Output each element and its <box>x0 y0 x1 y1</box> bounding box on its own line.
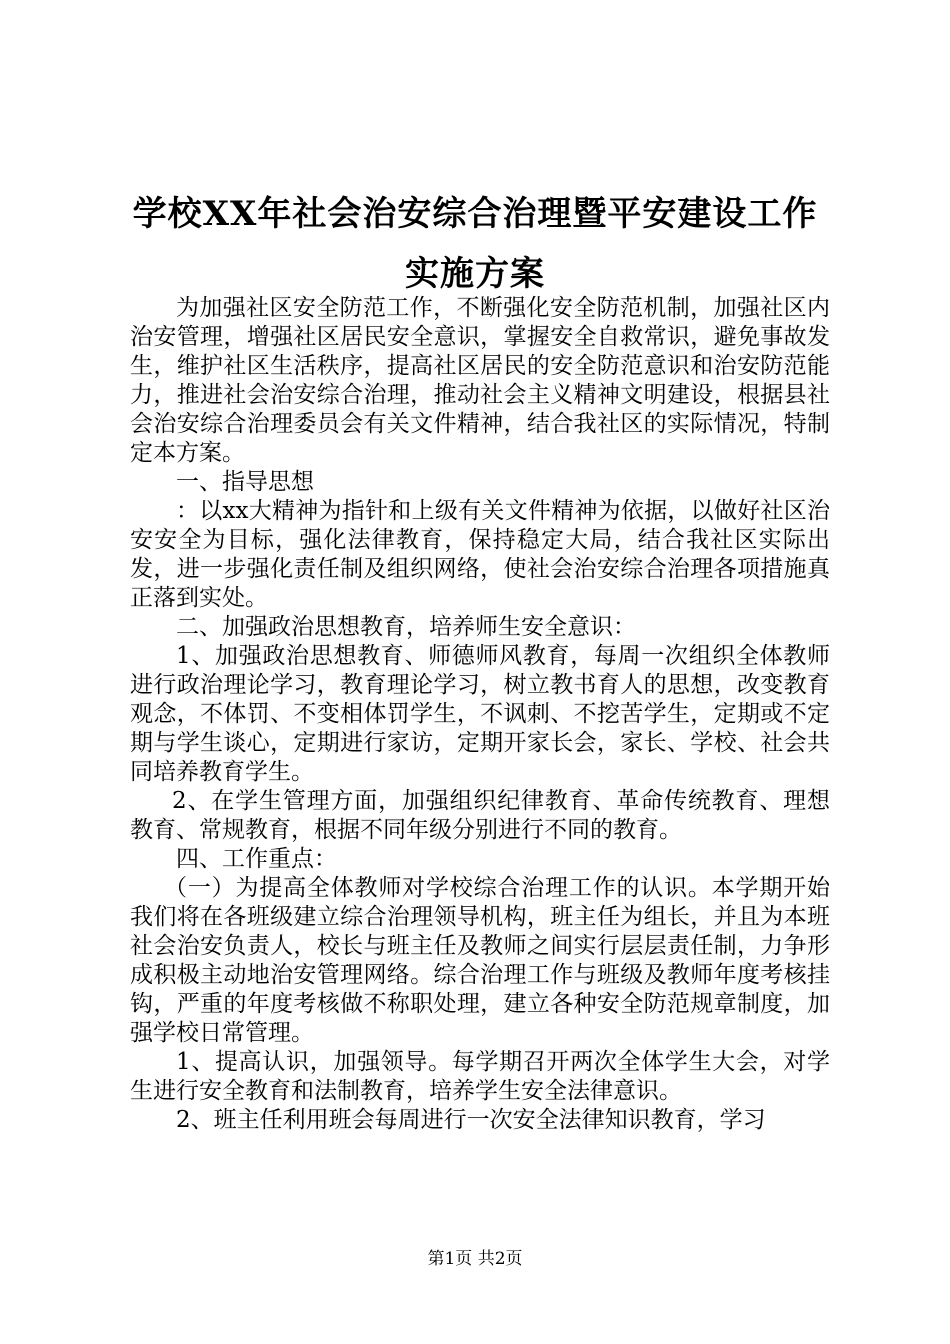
document-body <box>130 294 830 1135</box>
section-heading-political-education: 二、加强政治思想教育，培养师生安全意识： <box>176 614 636 640</box>
section-heading-work-focus: 四、工作重点： <box>176 846 337 872</box>
intro-paragraph: 为加强社区安全防范工作，不断强化安全防范机制，加强社区内治安管理，增强社区居民安全意识，掌握安全自救常识，避免事故发生，维护社区生活秩序，提高社区居民的安全防范意识和治安防范能力，推进社会治安综合治理，推动社会主义精神文明建设，根据县社会治安综合治理委员会有关文件精神，结合我社区的实际情况，特制定本方案。 <box>130 295 830 466</box>
page-footer: 第1页 共2页 <box>427 1249 523 1269</box>
work-focus-item-2: 2、班主任利用班会每周进行一次安全法律知识教育，学习 <box>176 1107 766 1133</box>
section-heading-guiding-ideology: 一、指导思想 <box>176 469 314 495</box>
work-focus-paragraph-1: （一）为提高全体教师对学校综合治理工作的认识。本学期开始我们将在各班级建立综合治理领导机构，班主任为组长，并且为本班社会治安负责人，校长与班主任及教师之间实行层层责任制，力争形成积极主动地治安管理网络。综合治理工作与班级及教师年度考核挂钩，严重的年度考核做不称职处理，建立各种安全防范规章制度，加强学校日常管理。 <box>130 875 830 1046</box>
work-focus-item-1: 1、提高认识，加强领导。每学期召开两次全体学生大会，对学生进行安全教育和法制教育，培养学生安全法律意识。 <box>130 1049 830 1104</box>
political-education-item-1: 1、加强政治思想教育、师德师风教育，每周一次组织全体教师进行政治理论学习，教育理论学习，树立教书育人的思想，改变教育观念，不体罚、不变相体罚学生，不讽刺、不挖苦学生，定期或不定期与学生谈心，定期进行家访，定期开家长会，家长、学校、社会共同培养教育学生。 <box>130 643 830 785</box>
guiding-ideology-paragraph: ：以xx大精神为指针和上级有关文件精神为依据，以做好社区治安安全为目标，强化法律教育，保持稳定大局，结合我社区实际出发，进一步强化责任制及组织网络，使社会治安综合治理各项措施真正落到实处。 <box>130 498 830 611</box>
political-education-item-2: 2、在学生管理方面，加强组织纪律教育、革命传统教育、理想教育、常规教育，根据不同年级分别进行不同的教育。 <box>130 788 830 843</box>
document-title-line2: 实施方案 <box>405 254 545 294</box>
document-title-line1: 学校XX年社会治安综合治理暨平安建设工作 <box>132 194 818 234</box>
